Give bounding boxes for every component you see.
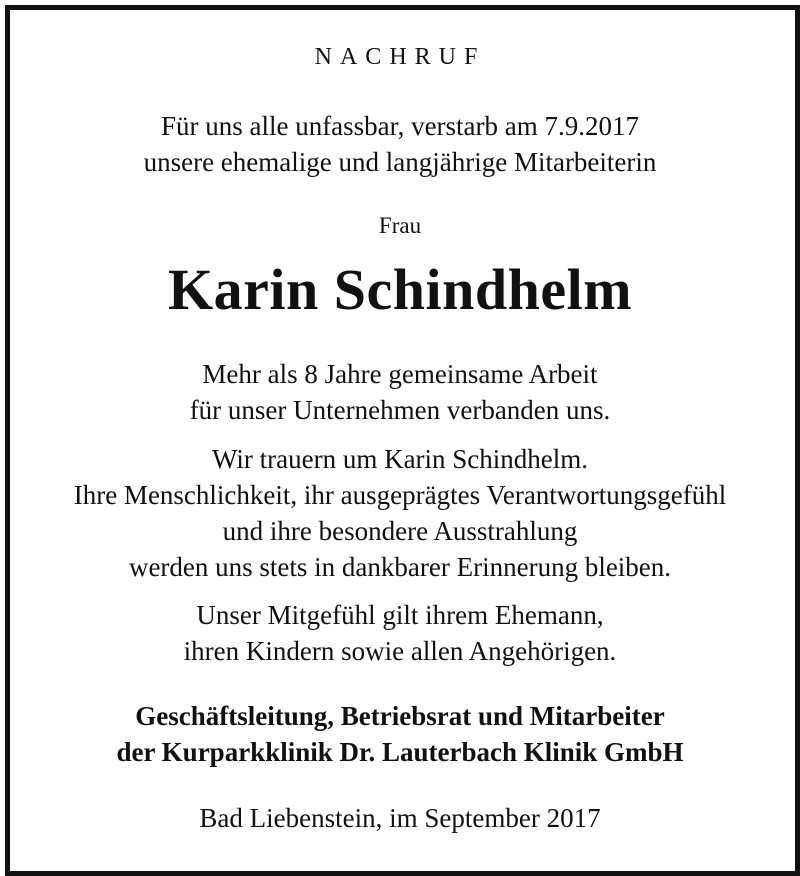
paragraph3-line-1: Unser Mitgefühl gilt ihrem Ehemann, bbox=[196, 600, 604, 630]
deceased-name: Karin Schindhelm bbox=[167, 257, 633, 322]
paragraph1-line-2: für unser Unternehmen verbanden uns. bbox=[189, 395, 611, 425]
paragraph3-line-2: ihren Kindern sowie allen Angehörigen. bbox=[183, 636, 617, 666]
place-date: Bad Liebenstein, im September 2017 bbox=[199, 803, 601, 833]
signature-line-1: Geschäftsleitung, Betriebsrat und Mitarbeiter bbox=[135, 701, 665, 731]
paragraph2-line-1: Wir trauern um Karin Schindhelm. bbox=[211, 444, 589, 474]
person-title: Frau bbox=[378, 213, 422, 238]
paragraph2-line-4: werden uns stets in dankbarer Erinnerung bleiben. bbox=[128, 552, 672, 582]
signature-line-2: der Kurparkklinik Dr. Lauterbach Klinik GmbH bbox=[116, 737, 684, 767]
paragraph2-line-2: Ihre Menschlichkeit, ihr ausgeprägtes Verantwortungsgefühl bbox=[73, 480, 727, 510]
intro-line-1: Für uns alle unfassbar, verstarb am 7.9.2017 bbox=[160, 111, 640, 141]
paragraph2-line-3: und ihre besondere Ausstrahlung bbox=[222, 516, 578, 546]
intro-line-2: unsere ehemalige und langjährige Mitarbeiterin bbox=[143, 147, 657, 177]
notice-heading: NACHRUF bbox=[314, 44, 486, 70]
paragraph1-line-1: Mehr als 8 Jahre gemeinsame Arbeit bbox=[202, 359, 598, 389]
